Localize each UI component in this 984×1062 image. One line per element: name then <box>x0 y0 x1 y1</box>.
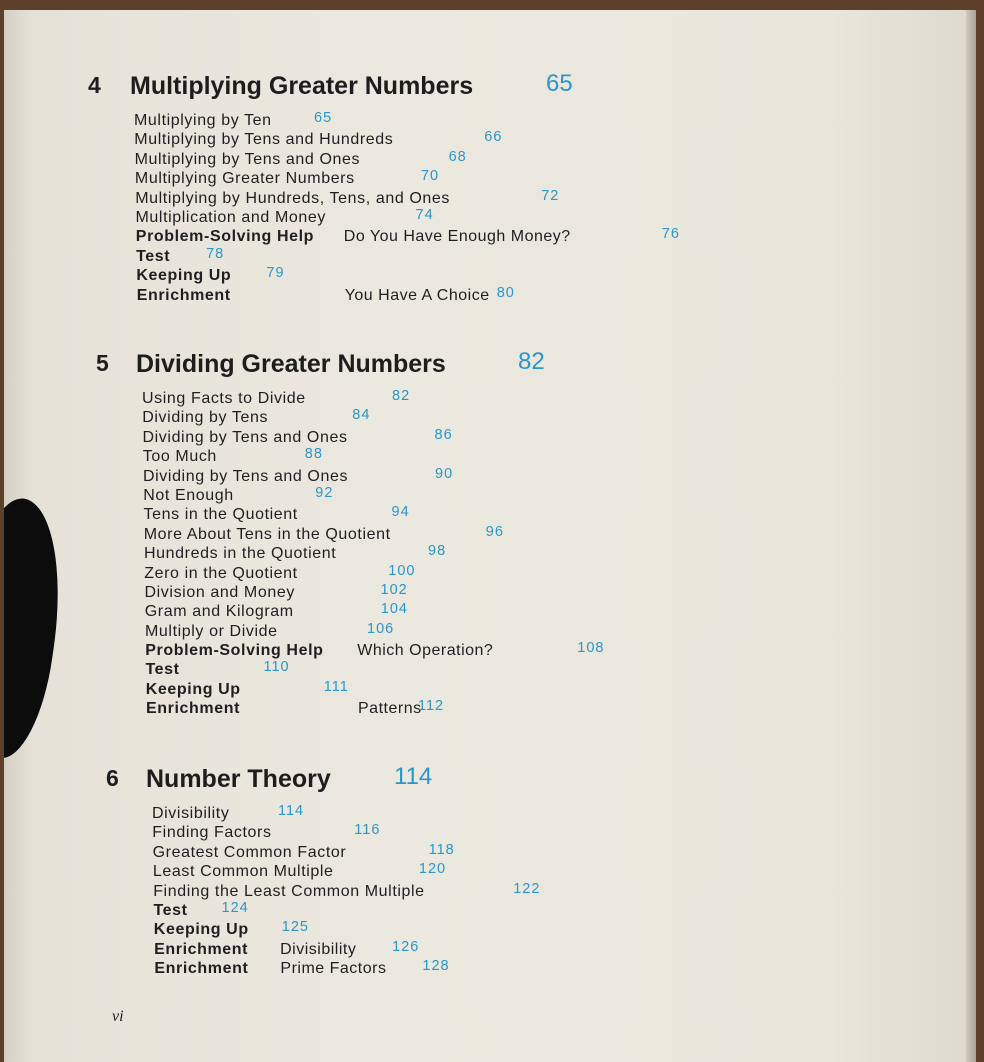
entry-list <box>106 805 666 980</box>
chapter-5 <box>96 350 656 720</box>
entry-page: 100 <box>388 562 416 579</box>
entry-title: Not Enough <box>143 486 234 504</box>
book-page <box>4 10 976 1062</box>
entry-page: 118 <box>428 841 455 858</box>
entry-title: Divisibility <box>152 805 230 822</box>
entry-title: Dividing by Tens and Ones <box>143 467 349 485</box>
toc-entry <box>135 187 648 209</box>
entry-page: 82 <box>392 388 411 404</box>
chapter-heading <box>106 765 666 805</box>
entry-title: Enrichment <box>136 286 231 304</box>
toc-entry <box>146 661 657 680</box>
toc-entry <box>142 390 656 409</box>
toc-entry <box>154 960 666 979</box>
entry-page: 125 <box>281 919 309 936</box>
entry-title: Gram and Kilogram <box>144 603 294 621</box>
toc-entry <box>152 841 666 863</box>
entry-title: More About Tens in the Quotient <box>143 525 391 543</box>
entry-page: 98 <box>428 543 447 560</box>
entry-title: Division and Money <box>144 583 295 601</box>
chapter-6 <box>106 765 666 980</box>
entry-title: Hundreds in the Quotient <box>144 545 337 563</box>
entry-page: 86 <box>434 426 453 443</box>
entry-title: Problem-Solving Help <box>135 228 315 246</box>
entry-title: Enrichment <box>154 940 249 958</box>
toc-entry <box>145 678 656 700</box>
toc-entry <box>145 603 656 622</box>
entry-title: Test <box>145 661 180 679</box>
chapter-heading <box>88 72 648 112</box>
entry-subtitle: Divisibility <box>280 940 357 958</box>
entry-title: Multiplying Greater Numbers <box>134 170 355 188</box>
entry-page: 114 <box>278 803 305 819</box>
chapter-number: 6 <box>106 765 119 791</box>
entry-page: 90 <box>435 465 454 482</box>
toc-entry <box>134 131 648 150</box>
entry-title: Test <box>136 247 171 265</box>
entry-title: Multiplication and Money <box>135 208 326 226</box>
entry-page: 110 <box>263 659 290 676</box>
entry-page: 66 <box>484 129 503 146</box>
entry-page: 68 <box>448 148 467 165</box>
toc-entry <box>134 112 648 131</box>
toc-entry <box>146 700 656 719</box>
entry-page: 120 <box>418 861 447 878</box>
entry-title: Using Facts to Divide <box>142 390 306 407</box>
chapter-heading <box>96 350 656 390</box>
entry-page: 128 <box>422 958 450 975</box>
entry-list <box>96 390 656 720</box>
chapter-title: Number Theory <box>146 765 331 793</box>
entry-page: 72 <box>541 187 560 204</box>
entry-title: Keeping Up <box>136 267 232 285</box>
entry-page: 122 <box>513 880 541 897</box>
chapter-title: Multiplying Greater Numbers <box>130 72 474 100</box>
toc-entry <box>144 506 657 525</box>
entry-title: Dividing by Tens and Ones <box>142 428 348 446</box>
entry-page: 79 <box>266 265 285 282</box>
chapter-number: 4 <box>88 72 101 98</box>
entry-page: 80 <box>496 284 515 301</box>
toc-entry <box>145 642 656 661</box>
entry-page: 106 <box>367 620 395 637</box>
entry-title: Too Much <box>142 448 217 466</box>
entry-page: 96 <box>485 523 504 540</box>
entry-title: Test <box>153 901 188 919</box>
toc-entry <box>143 523 656 545</box>
entry-title: Problem-Solving Help <box>145 642 324 660</box>
entry-title: Multiplying by Ten <box>134 112 272 129</box>
entry-page: 116 <box>354 822 381 839</box>
entry-title: Multiplying by Hundreds, Tens, and Ones <box>135 189 451 207</box>
entry-page: 74 <box>415 206 434 223</box>
chapter-page: 82 <box>518 348 545 375</box>
entry-page: 126 <box>392 938 420 955</box>
entry-subtitle: You Have A Choice <box>344 286 490 304</box>
chapter-title: Dividing Greater Numbers <box>136 350 446 378</box>
toc-entry <box>136 245 648 267</box>
entry-page: 78 <box>206 245 225 262</box>
entry-page: 112 <box>418 698 445 715</box>
toc-entry <box>153 863 666 882</box>
entry-title: Dividing by Tens <box>142 409 269 427</box>
entry-title: Multiplying by Tens and Hundreds <box>134 131 394 149</box>
page-folio: vi <box>112 1008 124 1025</box>
entry-page: 111 <box>323 678 349 695</box>
thumb-shadow <box>4 493 74 763</box>
toc-entry <box>134 148 648 170</box>
toc-entry <box>135 206 649 228</box>
entry-list <box>88 110 680 306</box>
entry-subtitle: Patterns <box>358 700 422 718</box>
toc-entry <box>142 409 656 428</box>
chapter-page: 114 <box>394 763 433 790</box>
chapter-number: 5 <box>96 350 109 376</box>
toc-entry <box>143 448 656 467</box>
toc-entry <box>152 824 666 843</box>
entry-title: Zero in the Quotient <box>144 564 298 582</box>
entry-page: 102 <box>380 581 408 598</box>
entry-page: 76 <box>661 226 680 243</box>
entry-page: 94 <box>391 504 410 521</box>
entry-title: Greatest Common Factor <box>152 843 347 861</box>
entry-page: 92 <box>315 484 334 501</box>
chapter-page: 65 <box>546 70 573 97</box>
entry-page: 108 <box>577 640 605 657</box>
entry-title: Finding Factors <box>152 824 272 842</box>
entry-page: 84 <box>352 407 371 424</box>
entry-title: Keeping Up <box>153 921 249 939</box>
entry-title: Finding the Least Common Multiple <box>153 882 425 900</box>
toc-entry <box>136 284 648 306</box>
toc-entry <box>136 267 648 286</box>
entry-subtitle: Do You Have Enough Money? <box>343 228 571 246</box>
entry-page: 88 <box>304 446 323 463</box>
toc-entry <box>142 426 657 448</box>
entry-title: Multiplying by Tens and Ones <box>134 150 361 168</box>
entry-page: 70 <box>420 168 440 185</box>
entry-subtitle: Prime Factors <box>280 960 387 978</box>
entry-title: Least Common Multiple <box>152 863 334 881</box>
entry-title: Enrichment <box>146 700 241 718</box>
toc-entry <box>154 938 666 960</box>
toc-entry <box>143 465 656 487</box>
entry-title: Keeping Up <box>145 680 241 698</box>
page-edge <box>966 10 976 1062</box>
entry-subtitle: Which Operation? <box>357 642 494 660</box>
toc-entry <box>152 805 666 824</box>
entry-title: Multiply or Divide <box>145 622 278 640</box>
entry-title: Tens in the Quotient <box>143 506 298 524</box>
entry-title: Enrichment <box>154 960 249 978</box>
entry-page: 124 <box>221 899 249 916</box>
chapter-4 <box>88 70 680 306</box>
toc-entry <box>135 170 648 189</box>
entry-page: 65 <box>314 110 333 126</box>
entry-page: 104 <box>380 601 408 618</box>
toc-entry <box>153 899 667 921</box>
